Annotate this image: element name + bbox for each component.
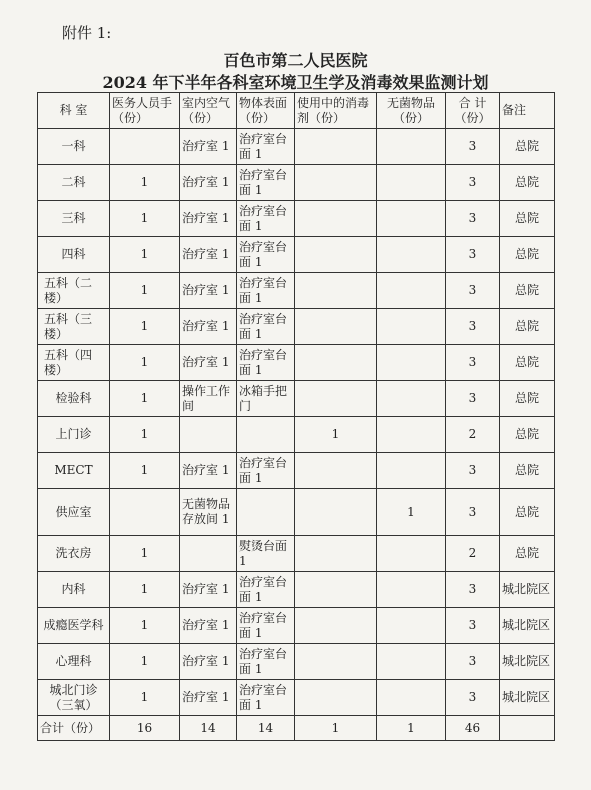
- cell-sterile: 1: [377, 489, 446, 536]
- cell-total: 3: [446, 273, 500, 309]
- cell-surface: [237, 417, 295, 453]
- cell-surface: 治疗室台面 1: [237, 237, 295, 273]
- cell-disinfectant: [295, 273, 377, 309]
- cell-hands: 1: [110, 273, 180, 309]
- table-row: [38, 608, 555, 644]
- cell-total: 3: [446, 201, 500, 237]
- table-row: [38, 129, 555, 165]
- cell-dept: 上门诊: [38, 417, 110, 453]
- cell-total: 2: [446, 536, 500, 572]
- cell-surface: 治疗室台面 1: [237, 129, 295, 165]
- table-row: [38, 273, 555, 309]
- cell-hands: 1: [110, 417, 180, 453]
- cell-sterile: [377, 309, 446, 345]
- cell-total: 3: [446, 489, 500, 536]
- table-row: [38, 572, 555, 608]
- cell-total: 2: [446, 417, 500, 453]
- cell-dept: MECT: [38, 453, 110, 489]
- cell-dept: 五科（四楼）: [38, 345, 110, 381]
- table-header-row: [38, 93, 555, 129]
- table-row: [38, 536, 555, 572]
- cell-note: 城北院区: [500, 644, 555, 680]
- cell-note: 总院: [500, 345, 555, 381]
- cell-surface: [237, 489, 295, 536]
- cell-hands: 1: [110, 237, 180, 273]
- cell-sterile: [377, 608, 446, 644]
- cell-hands: 1: [110, 201, 180, 237]
- cell-total: 3: [446, 381, 500, 417]
- cell-air: 治疗室 1: [180, 309, 237, 345]
- cell-surface: 熨烫台面 1: [237, 536, 295, 572]
- cell-sterile: [377, 165, 446, 201]
- cell-surface: 治疗室台面 1: [237, 644, 295, 680]
- cell-note: 总院: [500, 273, 555, 309]
- cell-disinfectant: 1: [295, 716, 377, 741]
- cell-disinfectant: 1: [295, 417, 377, 453]
- cell-dept: 五科（二楼）: [38, 273, 110, 309]
- cell-air: 治疗室 1: [180, 237, 237, 273]
- cell-disinfectant: [295, 129, 377, 165]
- cell-air: [180, 536, 237, 572]
- cell-hands: 16: [110, 716, 180, 741]
- table-row: [38, 489, 555, 536]
- cell-air: 治疗室 1: [180, 453, 237, 489]
- cell-note: 总院: [500, 165, 555, 201]
- cell-disinfectant: [295, 381, 377, 417]
- monitoring-plan-table: [37, 92, 555, 741]
- cell-surface: 治疗室台面 1: [237, 608, 295, 644]
- cell-hands: 1: [110, 309, 180, 345]
- header-note: 备注: [500, 93, 555, 129]
- cell-dept: 四科: [38, 237, 110, 273]
- cell-dept: 检验科: [38, 381, 110, 417]
- cell-surface: 14: [237, 716, 295, 741]
- cell-sterile: 1: [377, 716, 446, 741]
- cell-sterile: [377, 417, 446, 453]
- cell-hands: 1: [110, 536, 180, 572]
- cell-air: 操作工作间: [180, 381, 237, 417]
- cell-air: 治疗室 1: [180, 165, 237, 201]
- cell-surface: 治疗室台面 1: [237, 309, 295, 345]
- cell-dept: 三科: [38, 201, 110, 237]
- cell-disinfectant: [295, 489, 377, 536]
- cell-hands: 1: [110, 608, 180, 644]
- table-row: [38, 453, 555, 489]
- cell-note: 总院: [500, 201, 555, 237]
- cell-dept: 洗衣房: [38, 536, 110, 572]
- cell-dept: 城北门诊（三氧）: [38, 680, 110, 716]
- cell-air: 治疗室 1: [180, 644, 237, 680]
- header-surface: 物体表面（份）: [237, 93, 295, 129]
- table-row: [38, 165, 555, 201]
- cell-hands: 1: [110, 381, 180, 417]
- cell-sterile: [377, 345, 446, 381]
- table-row: [38, 201, 555, 237]
- cell-total: 3: [446, 608, 500, 644]
- cell-note: 总院: [500, 381, 555, 417]
- header-dept: 科 室: [38, 93, 110, 129]
- cell-hands: [110, 129, 180, 165]
- cell-note: 城北院区: [500, 680, 555, 716]
- totals-row: [38, 716, 555, 741]
- cell-total: 3: [446, 453, 500, 489]
- cell-disinfectant: [295, 644, 377, 680]
- cell-disinfectant: [295, 309, 377, 345]
- cell-hands: 1: [110, 572, 180, 608]
- cell-sterile: [377, 237, 446, 273]
- cell-disinfectant: [295, 680, 377, 716]
- cell-surface: 治疗室台面 1: [237, 165, 295, 201]
- cell-note: 总院: [500, 417, 555, 453]
- cell-hands: 1: [110, 453, 180, 489]
- cell-sterile: [377, 273, 446, 309]
- cell-sterile: [377, 536, 446, 572]
- cell-disinfectant: [295, 572, 377, 608]
- cell-surface: 治疗室台面 1: [237, 453, 295, 489]
- cell-note: 城北院区: [500, 572, 555, 608]
- cell-note: 城北院区: [500, 608, 555, 644]
- cell-surface: 冰箱手把门: [237, 381, 295, 417]
- document-title: 百色市第二人民医院: [223, 51, 368, 70]
- cell-total: 46: [446, 716, 500, 741]
- cell-air: [180, 417, 237, 453]
- header-hands: 医务人员手（份）: [110, 93, 180, 129]
- cell-hands: [110, 489, 180, 536]
- table-row: [38, 381, 555, 417]
- cell-surface: 治疗室台面 1: [237, 201, 295, 237]
- cell-total: 3: [446, 680, 500, 716]
- attachment-label: 附件 1:: [62, 24, 112, 42]
- cell-disinfectant: [295, 165, 377, 201]
- cell-note: 总院: [500, 536, 555, 572]
- header-total: 合 计（份）: [446, 93, 500, 129]
- cell-hands: 1: [110, 644, 180, 680]
- cell-disinfectant: [295, 453, 377, 489]
- cell-sterile: [377, 453, 446, 489]
- document-subtitle: 2024 年下半年各科室环境卫生学及消毒效果监测计划: [102, 73, 489, 92]
- table-row: [38, 345, 555, 381]
- cell-dept: 内科: [38, 572, 110, 608]
- cell-hands: 1: [110, 165, 180, 201]
- cell-air: 治疗室 1: [180, 129, 237, 165]
- table-row: [38, 417, 555, 453]
- cell-air: 治疗室 1: [180, 608, 237, 644]
- cell-air: 无菌物品存放间 1: [180, 489, 237, 536]
- cell-air: 治疗室 1: [180, 273, 237, 309]
- header-disinfectant: 使用中的消毒剂（份）: [295, 93, 377, 129]
- cell-sterile: [377, 381, 446, 417]
- cell-surface: 治疗室台面 1: [237, 345, 295, 381]
- cell-hands: 1: [110, 345, 180, 381]
- cell-disinfectant: [295, 201, 377, 237]
- cell-note: 总院: [500, 237, 555, 273]
- cell-sterile: [377, 644, 446, 680]
- cell-disinfectant: [295, 237, 377, 273]
- cell-hands: 1: [110, 680, 180, 716]
- cell-air: 14: [180, 716, 237, 741]
- cell-surface: 治疗室台面 1: [237, 572, 295, 608]
- cell-total: 3: [446, 129, 500, 165]
- cell-sterile: [377, 129, 446, 165]
- header-sterile: 无菌物品（份）: [377, 93, 446, 129]
- cell-total: 3: [446, 237, 500, 273]
- table-row: [38, 644, 555, 680]
- cell-total: 3: [446, 644, 500, 680]
- cell-note: 总院: [500, 309, 555, 345]
- cell-surface: 治疗室台面 1: [237, 273, 295, 309]
- cell-note: [500, 716, 555, 741]
- cell-sterile: [377, 680, 446, 716]
- cell-disinfectant: [295, 536, 377, 572]
- cell-total: 3: [446, 309, 500, 345]
- cell-dept: 二科: [38, 165, 110, 201]
- cell-disinfectant: [295, 608, 377, 644]
- cell-dept: 一科: [38, 129, 110, 165]
- cell-surface: 治疗室台面 1: [237, 680, 295, 716]
- cell-dept: 合计（份）: [38, 716, 110, 741]
- cell-dept: 心理科: [38, 644, 110, 680]
- cell-sterile: [377, 572, 446, 608]
- cell-total: 3: [446, 572, 500, 608]
- table-row: [38, 680, 555, 716]
- cell-disinfectant: [295, 345, 377, 381]
- header-air: 室内空气（份）: [180, 93, 237, 129]
- cell-dept: 成瘾医学科: [38, 608, 110, 644]
- cell-air: 治疗室 1: [180, 201, 237, 237]
- cell-dept: 供应室: [38, 489, 110, 536]
- cell-total: 3: [446, 165, 500, 201]
- cell-dept: 五科（三楼）: [38, 309, 110, 345]
- cell-note: 总院: [500, 129, 555, 165]
- table-row: [38, 237, 555, 273]
- table-row: [38, 309, 555, 345]
- cell-air: 治疗室 1: [180, 572, 237, 608]
- cell-air: 治疗室 1: [180, 345, 237, 381]
- cell-air: 治疗室 1: [180, 680, 237, 716]
- cell-note: 总院: [500, 453, 555, 489]
- cell-total: 3: [446, 345, 500, 381]
- cell-note: 总院: [500, 489, 555, 536]
- cell-sterile: [377, 201, 446, 237]
